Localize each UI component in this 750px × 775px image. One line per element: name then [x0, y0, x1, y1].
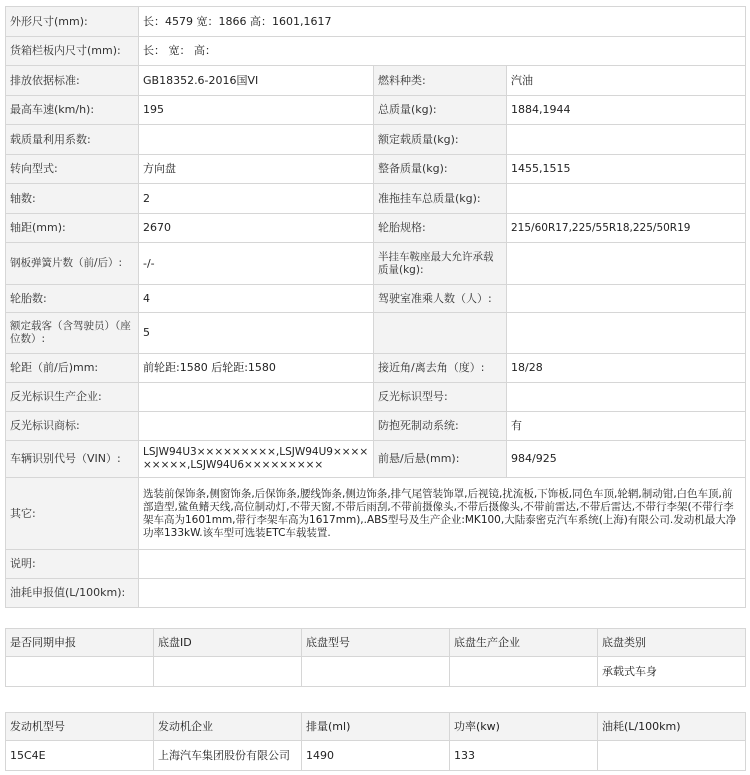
table-row [6, 741, 746, 771]
abs-value: 有 [507, 412, 746, 441]
curb-label: 整备质量(kg): [374, 155, 507, 184]
refl-model-label: 反光标识型号: [374, 383, 507, 412]
curb-value: 1455,1515 [507, 155, 746, 184]
track-label: 轮距（前/后)mm: [6, 354, 139, 383]
table-row [6, 285, 746, 313]
refl-maker-value [139, 383, 374, 412]
seats-label: 额定载客（含驾驶员）（座位数）: [6, 313, 139, 354]
rated-value [507, 125, 746, 155]
chassis-cell: 承载式车身 [598, 657, 746, 687]
engine-cell: 1490 [302, 741, 450, 771]
tire-value: 215/60R17,225/55R18,225/50R19 [507, 214, 746, 243]
spring-value: -/- [139, 243, 374, 285]
table-row [6, 412, 746, 441]
table-row [6, 383, 746, 412]
table-header-row [6, 629, 746, 657]
rated-label: 额定载质量(kg): [374, 125, 507, 155]
vin-label: 车辆识别代号（VIN）: [6, 441, 139, 478]
table-row [6, 214, 746, 243]
saddle-label: 半挂车鞍座最大允许承载质量(kg): [374, 243, 507, 285]
chassis-header: 是否同期申报 [6, 629, 154, 657]
wheelbase-label: 轴距(mm): [6, 214, 139, 243]
mass-value: 1884,1944 [507, 96, 746, 125]
chassis-header: 底盘型号 [302, 629, 450, 657]
saddle-value [507, 243, 746, 285]
fuel-label: 燃料种类: [374, 66, 507, 96]
wheelbase-value: 2670 [139, 214, 374, 243]
chassis-header: 底盘ID [154, 629, 302, 657]
overhang-value: 984/925 [507, 441, 746, 478]
chassis-cell [450, 657, 598, 687]
chassis-header: 底盘类别 [598, 629, 746, 657]
engine-cell: 15C4E [6, 741, 154, 771]
abs-label: 防抱死制动系统: [374, 412, 507, 441]
overhang-label: 前悬/后悬(mm): [374, 441, 507, 478]
tires-value: 4 [139, 285, 374, 313]
refl-brand-label: 反光标识商标: [6, 412, 139, 441]
table-row [6, 7, 746, 37]
fuelcons-value [139, 579, 746, 608]
chassis-table [5, 628, 746, 687]
table-header-row [6, 713, 746, 741]
track-value: 前轮距:1580 后轮距:1580 [139, 354, 374, 383]
other-value: 选装前保饰条,侧窗饰条,后保饰条,腰线饰条,侧边饰条,排气尾管装饰罩,后视镜,扰流板,下饰板,同色车顶,轮辋,制动钳,白色车顶,前部造型,鲨鱼鳍天线,高位制动灯,不带天窗,不带后雨刮,不带前摄像头,不带后摄像头,不带前雷达,不带后雷达,不带行李架(不带行李架车高为1601mm,带行李架车高为1617mm),.ABS型号及生产企业:MK100,大陆泰密克汽车系统(上海)有限公司.发动机最大净功率133kW.该车型可选装ETC车载装置. [139, 478, 746, 550]
cab-value [507, 285, 746, 313]
engine-header: 发动机型号 [6, 713, 154, 741]
vin-value: LSJW94U3×××××××××,LSJW94U9×××××××××,LSJW94U6××××××××× [139, 441, 374, 478]
engine-cell: 上海汽车集团股份有限公司 [154, 741, 302, 771]
axles-value: 2 [139, 184, 374, 214]
table-row [6, 579, 746, 608]
cab-label: 驾驶室准乘人数（人）: [374, 285, 507, 313]
tires-label: 轮胎数: [6, 285, 139, 313]
speed-value: 195 [139, 96, 374, 125]
spec-table [5, 6, 746, 608]
engine-header: 油耗(L/100km) [598, 713, 746, 741]
cargo-value: 长： 宽： 高： [139, 37, 746, 66]
util-label: 载质量利用系数: [6, 125, 139, 155]
table-row [6, 478, 746, 550]
table-row [6, 66, 746, 96]
chassis-cell [302, 657, 450, 687]
table-row [6, 37, 746, 66]
table-row [6, 550, 746, 579]
table-row [6, 313, 746, 354]
trailer-label: 准拖挂车总质量(kg): [374, 184, 507, 214]
table-row [6, 155, 746, 184]
engine-cell: 133 [450, 741, 598, 771]
engine-cell [598, 741, 746, 771]
other-label: 其它: [6, 478, 139, 550]
table-row [6, 125, 746, 155]
seats-value: 5 [139, 313, 374, 354]
dims-value: 长：4579 宽：1866 高：1601,1617 [139, 7, 746, 37]
mass-label: 总质量(kg): [374, 96, 507, 125]
chassis-cell [6, 657, 154, 687]
note-value [139, 550, 746, 579]
angle-label: 接近角/离去角（度）: [374, 354, 507, 383]
emission-value: GB18352.6-2016国VI [139, 66, 374, 96]
dims-label: 外形尺寸(mm): [6, 7, 139, 37]
engine-header: 排量(ml) [302, 713, 450, 741]
refl-brand-value [139, 412, 374, 441]
speed-label: 最高车速(km/h): [6, 96, 139, 125]
refl-maker-label: 反光标识生产企业: [6, 383, 139, 412]
axles-label: 轴数: [6, 184, 139, 214]
spring-label: 钢板弹簧片数（前/后）: [6, 243, 139, 285]
util-value [139, 125, 374, 155]
note-label: 说明: [6, 550, 139, 579]
tire-label: 轮胎规格: [374, 214, 507, 243]
table-row [6, 354, 746, 383]
engine-table [5, 712, 746, 771]
table-row [6, 657, 746, 687]
angle-value: 18/28 [507, 354, 746, 383]
fuelcons-label: 油耗申报值(L/100km): [6, 579, 139, 608]
chassis-header: 底盘生产企业 [450, 629, 598, 657]
refl-model-value [507, 383, 746, 412]
fuel-value: 汽油 [507, 66, 746, 96]
engine-header: 发动机企业 [154, 713, 302, 741]
emission-label: 排放依据标准: [6, 66, 139, 96]
table-row [6, 243, 746, 285]
cargo-label: 货箱栏板内尺寸(mm): [6, 37, 139, 66]
chassis-cell [154, 657, 302, 687]
table-row [6, 96, 746, 125]
trailer-value [507, 184, 746, 214]
steer-label: 转向型式: [6, 155, 139, 184]
steer-value: 方向盘 [139, 155, 374, 184]
engine-header: 功率(kw) [450, 713, 598, 741]
table-row [6, 441, 746, 478]
table-row [6, 184, 746, 214]
